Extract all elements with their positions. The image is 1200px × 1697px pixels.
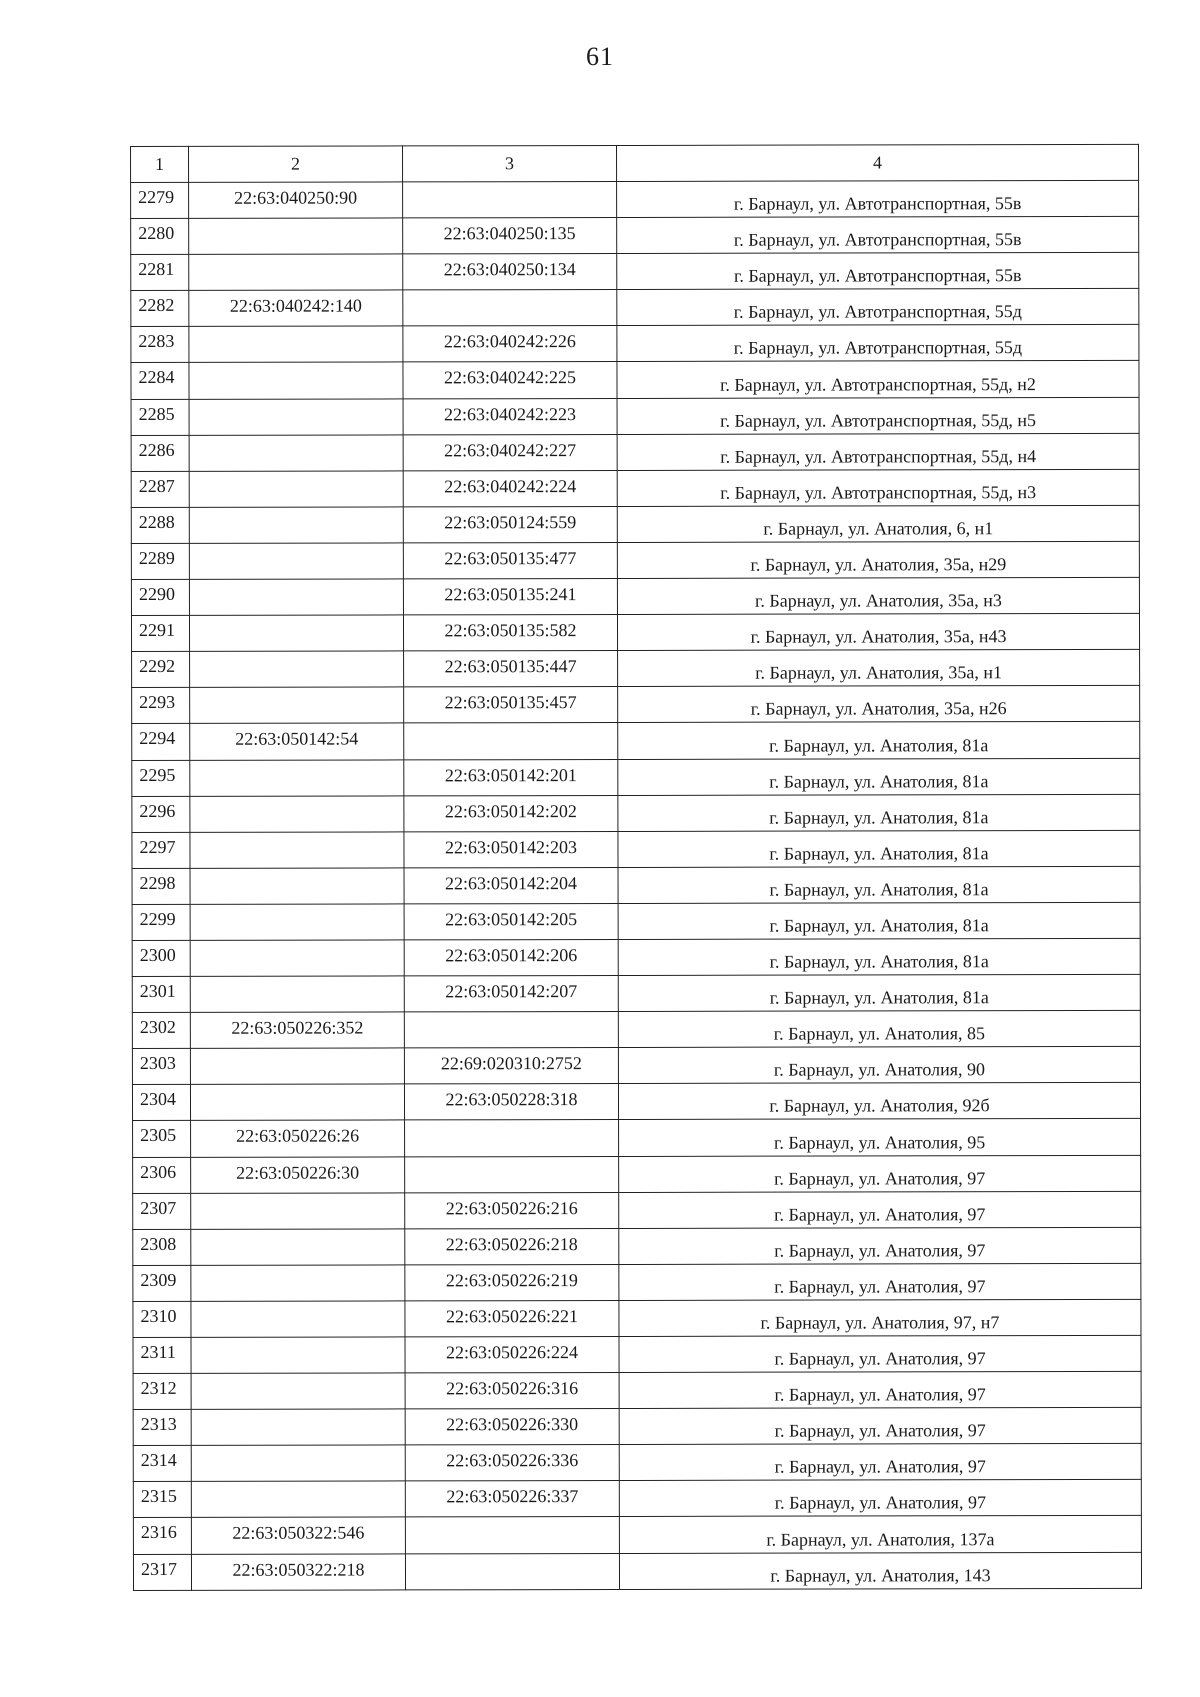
table-row (131, 614, 1139, 652)
table-row (133, 1444, 1141, 1482)
cadastral-number-col3-cell (405, 1553, 619, 1590)
address-cell: г. Барнаул, ул. Анатолия, 81а (618, 794, 1140, 831)
table-row (133, 1552, 1141, 1590)
row-number-cell: 2303 (132, 1049, 190, 1085)
column-header-2: 2 (189, 146, 403, 182)
cadastral-number-col3-cell: 22:63:050142:205 (404, 903, 618, 940)
table-header (131, 144, 1139, 182)
address-cell: г. Барнаул, ул. Анатолия, 97, н7 (619, 1299, 1141, 1336)
address-cell: г. Барнаул, ул. Автотранспортная, 55д, н3 (617, 469, 1139, 506)
table-row (131, 469, 1139, 507)
row-number-cell: 2295 (132, 760, 190, 796)
address-cell: г. Барнаул, ул. Автотранспортная, 55в (617, 180, 1139, 217)
cadastral-number-col2-cell: 22:63:040242:140 (189, 290, 403, 327)
cadastral-number-col3-cell: 22:63:050226:216 (405, 1192, 619, 1229)
cadastral-number-col3-cell: 22:63:050142:201 (404, 759, 618, 796)
address-cell: г. Барнаул, ул. Анатолия, 97 (619, 1480, 1141, 1517)
cadastral-number-col2-cell (191, 1409, 405, 1446)
cadastral-number-col2-cell (189, 326, 403, 363)
cadastral-number-col2-cell (190, 868, 404, 905)
row-number-cell: 2289 (131, 543, 189, 579)
cadastral-number-col3-cell: 22:63:050124:559 (403, 506, 617, 543)
table-row (131, 253, 1139, 291)
cadastral-number-col3-cell (405, 1156, 619, 1193)
row-number-cell: 2309 (133, 1265, 191, 1301)
row-number-cell: 2312 (133, 1373, 191, 1409)
address-cell: г. Барнаул, ул. Анатолия, 97 (619, 1191, 1141, 1228)
row-number-cell: 2297 (132, 832, 190, 868)
row-number-cell: 2317 (133, 1554, 191, 1590)
table-row (132, 686, 1140, 724)
row-number-cell: 2279 (131, 182, 189, 218)
row-number-cell: 2292 (132, 652, 190, 688)
row-number-cell: 2316 (133, 1518, 191, 1554)
cadastral-number-col2-cell (190, 1084, 404, 1121)
address-cell: г. Барнаул, ул. Анатолия, 81а (618, 722, 1140, 759)
cadastral-number-col3-cell: 22:69:020310:2752 (404, 1048, 618, 1085)
row-number-cell: 2287 (131, 471, 189, 507)
cadastral-number-col3-cell: 22:63:050142:207 (404, 976, 618, 1013)
cadastral-number-col3-cell: 22:63:050226:316 (405, 1373, 619, 1410)
page-number: 61 (586, 42, 614, 71)
table-row (131, 577, 1139, 615)
row-number-cell: 2311 (133, 1337, 191, 1373)
table-row (131, 325, 1139, 363)
table-row (132, 974, 1140, 1012)
table-row (132, 866, 1140, 904)
cadastral-number-col3-cell: 22:63:050226:219 (405, 1264, 619, 1301)
table-row (131, 397, 1139, 435)
row-number-cell: 2286 (131, 435, 189, 471)
address-cell: г. Барнаул, ул. Анатолия, 85 (618, 1011, 1140, 1048)
cadastral-number-col3-cell: 22:63:050142:202 (404, 795, 618, 832)
cadastral-number-col3-cell: 22:63:050135:582 (403, 615, 617, 652)
cadastral-number-col2-cell (190, 796, 404, 833)
table-row (132, 1047, 1140, 1085)
address-cell: г. Барнаул, ул. Автотранспортная, 55в (617, 253, 1139, 290)
cadastral-table (130, 144, 1142, 1591)
address-cell: г. Барнаул, ул. Автотранспортная, 55д, н5 (617, 397, 1139, 434)
row-number-cell: 2313 (133, 1410, 191, 1446)
cadastral-number-col2-cell (191, 1193, 405, 1230)
cadastral-number-col3-cell: 22:63:040242:224 (403, 470, 617, 507)
table-row (131, 433, 1139, 471)
address-cell: г. Барнаул, ул. Анатолия, 35а, н1 (618, 650, 1140, 687)
cadastral-number-col2-cell (189, 435, 403, 472)
address-cell: г. Барнаул, ул. Автотранспортная, 55д (617, 289, 1139, 326)
cadastral-number-col2-cell (191, 1445, 405, 1482)
row-number-cell: 2283 (131, 327, 189, 363)
table-row (133, 1191, 1141, 1229)
cadastral-number-col3-cell (404, 723, 618, 760)
cadastral-number-col2-cell (190, 976, 404, 1013)
table-row (133, 1263, 1141, 1301)
row-number-cell: 2302 (132, 1013, 190, 1049)
cadastral-number-col3-cell: 22:63:050142:206 (404, 939, 618, 976)
row-number-cell: 2299 (132, 904, 190, 940)
table-row (133, 1299, 1141, 1337)
table-row (132, 902, 1140, 940)
cadastral-number-col3-cell: 22:63:050226:224 (405, 1336, 619, 1373)
cadastral-number-col2-cell (189, 507, 403, 544)
cadastral-number-col2-cell: 22:63:050322:546 (191, 1517, 405, 1554)
table-row (131, 216, 1139, 254)
row-number-cell: 2315 (133, 1482, 191, 1518)
row-number-cell: 2285 (131, 399, 189, 435)
table-row (132, 1083, 1140, 1121)
cadastral-number-col2-cell (190, 940, 404, 977)
address-cell: г. Барнаул, ул. Автотранспортная, 55д, н2 (617, 361, 1139, 398)
address-cell: г. Барнаул, ул. Анатолия, 90 (618, 1047, 1140, 1084)
row-number-cell: 2294 (132, 724, 190, 760)
row-number-cell: 2304 (132, 1085, 190, 1121)
row-number-cell: 2288 (131, 507, 189, 543)
row-number-cell: 2291 (131, 616, 189, 652)
address-cell: г. Барнаул, ул. Анатолия, 97 (619, 1371, 1141, 1408)
address-cell: г. Барнаул, ул. Анатолия, 35а, н43 (617, 614, 1139, 651)
cadastral-number-col3-cell (403, 290, 617, 327)
row-number-cell: 2308 (133, 1229, 191, 1265)
cadastral-number-col3-cell: 22:63:050135:477 (403, 542, 617, 579)
row-number-cell: 2293 (132, 688, 190, 724)
cadastral-number-col2-cell (190, 904, 404, 941)
cadastral-number-col2-cell (189, 471, 403, 508)
cadastral-number-col2-cell (189, 218, 403, 255)
column-header-3: 3 (403, 145, 617, 181)
row-number-cell: 2282 (131, 291, 189, 327)
cadastral-number-col3-cell: 22:63:050226:336 (405, 1445, 619, 1482)
table-row (133, 1516, 1141, 1554)
address-cell: г. Барнаул, ул. Анатолия, 81а (618, 902, 1140, 939)
cadastral-number-col3-cell (403, 181, 617, 218)
column-header-1: 1 (131, 146, 189, 182)
table-row (133, 1119, 1141, 1157)
address-cell: г. Барнаул, ул. Автотранспортная, 55д, н4 (617, 433, 1139, 470)
table-row (133, 1480, 1141, 1518)
address-cell: г. Барнаул, ул. Анатолия, 97 (619, 1155, 1141, 1192)
table-row (131, 180, 1139, 218)
cadastral-number-col2-cell: 22:63:050226:26 (191, 1120, 405, 1157)
row-number-cell: 2305 (133, 1121, 191, 1157)
address-cell: г. Барнаул, ул. Анатолия, 143 (619, 1552, 1141, 1589)
address-cell: г. Барнаул, ул. Анатолия, 97 (619, 1263, 1141, 1300)
address-cell: г. Барнаул, ул. Анатолия, 6, н1 (617, 505, 1139, 542)
cadastral-number-col3-cell: 22:63:040242:226 (403, 326, 617, 363)
row-number-cell: 2314 (133, 1446, 191, 1482)
address-cell: г. Барнаул, ул. Анатолия, 97 (619, 1444, 1141, 1481)
table-row (131, 541, 1139, 579)
header-row (131, 144, 1139, 182)
table-row (133, 1371, 1141, 1409)
cadastral-number-col3-cell: 22:63:050226:337 (405, 1481, 619, 1518)
row-number-cell: 2298 (132, 868, 190, 904)
address-cell: г. Барнаул, ул. Анатолия, 137а (619, 1516, 1141, 1553)
table-row (133, 1408, 1141, 1446)
row-number-cell: 2300 (132, 940, 190, 976)
cadastral-number-col3-cell (405, 1517, 619, 1554)
address-cell: г. Барнаул, ул. Анатолия, 35а, н3 (617, 577, 1139, 614)
cadastral-number-col3-cell (405, 1120, 619, 1157)
table-row (133, 1227, 1141, 1265)
row-number-cell: 2296 (132, 796, 190, 832)
table-row (132, 938, 1140, 976)
cadastral-number-col3-cell: 22:63:050226:330 (405, 1409, 619, 1446)
address-cell: г. Барнаул, ул. Анатолия, 97 (619, 1227, 1141, 1264)
cadastral-number-col3-cell: 22:63:050135:241 (403, 579, 617, 616)
cadastral-number-col2-cell (190, 759, 404, 796)
cadastral-number-col3-cell: 22:63:040242:227 (403, 434, 617, 471)
row-number-cell: 2284 (131, 363, 189, 399)
cadastral-number-col2-cell: 22:63:040250:90 (189, 182, 403, 219)
row-number-cell: 2290 (131, 579, 189, 615)
cadastral-number-col3-cell: 22:63:050142:203 (404, 831, 618, 868)
cadastral-number-col2-cell (191, 1337, 405, 1374)
row-number-cell: 2281 (131, 255, 189, 291)
table-row (132, 758, 1140, 796)
cadastral-number-col3-cell: 22:63:050135:457 (404, 687, 618, 724)
cadastral-number-col2-cell (191, 1229, 405, 1266)
cadastral-number-col3-cell: 22:63:050228:318 (404, 1084, 618, 1121)
table-row (132, 794, 1140, 832)
address-cell: г. Барнаул, ул. Анатолия, 81а (618, 974, 1140, 1011)
cadastral-number-col2-cell (190, 832, 404, 869)
row-number-cell: 2301 (132, 976, 190, 1012)
cadastral-number-col3-cell: 22:63:040242:223 (403, 398, 617, 435)
table-row (132, 830, 1140, 868)
cadastral-number-col2-cell: 22:63:050142:54 (190, 723, 404, 760)
cadastral-number-col2-cell (190, 687, 404, 724)
column-header-4: 4 (617, 144, 1139, 181)
cadastral-number-col2-cell: 22:63:050322:218 (191, 1553, 405, 1590)
address-cell: г. Барнаул, ул. Анатолия, 81а (618, 938, 1140, 975)
cadastral-number-col2-cell (191, 1265, 405, 1302)
address-cell: г. Барнаул, ул. Анатолия, 97 (619, 1335, 1141, 1372)
cadastral-number-col3-cell (404, 1012, 618, 1049)
address-cell: г. Барнаул, ул. Анатолия, 81а (618, 866, 1140, 903)
cadastral-number-col2-cell (190, 651, 404, 688)
cadastral-number-col2-cell: 22:63:050226:30 (191, 1156, 405, 1193)
cadastral-number-col2-cell (189, 615, 403, 652)
address-cell: г. Барнаул, ул. Автотранспортная, 55д (617, 325, 1139, 362)
table-row (132, 1011, 1140, 1049)
row-number-cell: 2280 (131, 218, 189, 254)
document-table-container (130, 144, 1141, 1591)
cadastral-number-col2-cell (189, 543, 403, 580)
cadastral-number-col2-cell (191, 1373, 405, 1410)
table-row (131, 289, 1139, 327)
row-number-cell: 2307 (133, 1193, 191, 1229)
row-number-cell: 2310 (133, 1301, 191, 1337)
address-cell: г. Барнаул, ул. Анатолия, 81а (618, 758, 1140, 795)
cadastral-number-col3-cell: 22:63:040242:225 (403, 362, 617, 399)
cadastral-number-col2-cell (189, 398, 403, 435)
table-row (132, 722, 1140, 760)
cadastral-number-col3-cell: 22:63:050226:218 (405, 1228, 619, 1265)
cadastral-number-col3-cell: 22:63:040250:134 (403, 254, 617, 291)
cadastral-number-col3-cell: 22:63:050226:221 (405, 1300, 619, 1337)
table-row (131, 361, 1139, 399)
cadastral-number-col3-cell: 22:63:050135:447 (404, 651, 618, 688)
address-cell: г. Барнаул, ул. Анатолия, 92б (618, 1083, 1140, 1120)
table-row (131, 505, 1139, 543)
cadastral-number-col2-cell (189, 362, 403, 399)
cadastral-number-col2-cell (189, 579, 403, 616)
address-cell: г. Барнаул, ул. Анатолия, 97 (619, 1408, 1141, 1445)
table-row (133, 1155, 1141, 1193)
cadastral-number-col2-cell (190, 1048, 404, 1085)
cadastral-number-col2-cell (191, 1301, 405, 1338)
address-cell: г. Барнаул, ул. Автотранспортная, 55в (617, 216, 1139, 253)
cadastral-number-col3-cell: 22:63:040250:135 (403, 218, 617, 255)
address-cell: г. Барнаул, ул. Анатолия, 95 (619, 1119, 1141, 1156)
cadastral-number-col2-cell: 22:63:050226:352 (190, 1012, 404, 1049)
table-row (132, 650, 1140, 688)
table-row (133, 1335, 1141, 1373)
address-cell: г. Барнаул, ул. Анатолия, 81а (618, 830, 1140, 867)
cadastral-number-col3-cell: 22:63:050142:204 (404, 867, 618, 904)
address-cell: г. Барнаул, ул. Анатолия, 35а, н26 (618, 686, 1140, 723)
table-body (131, 180, 1142, 1590)
cadastral-number-col2-cell (189, 254, 403, 291)
cadastral-number-col2-cell (191, 1481, 405, 1518)
row-number-cell: 2306 (133, 1157, 191, 1193)
address-cell: г. Барнаул, ул. Анатолия, 35а, н29 (617, 541, 1139, 578)
